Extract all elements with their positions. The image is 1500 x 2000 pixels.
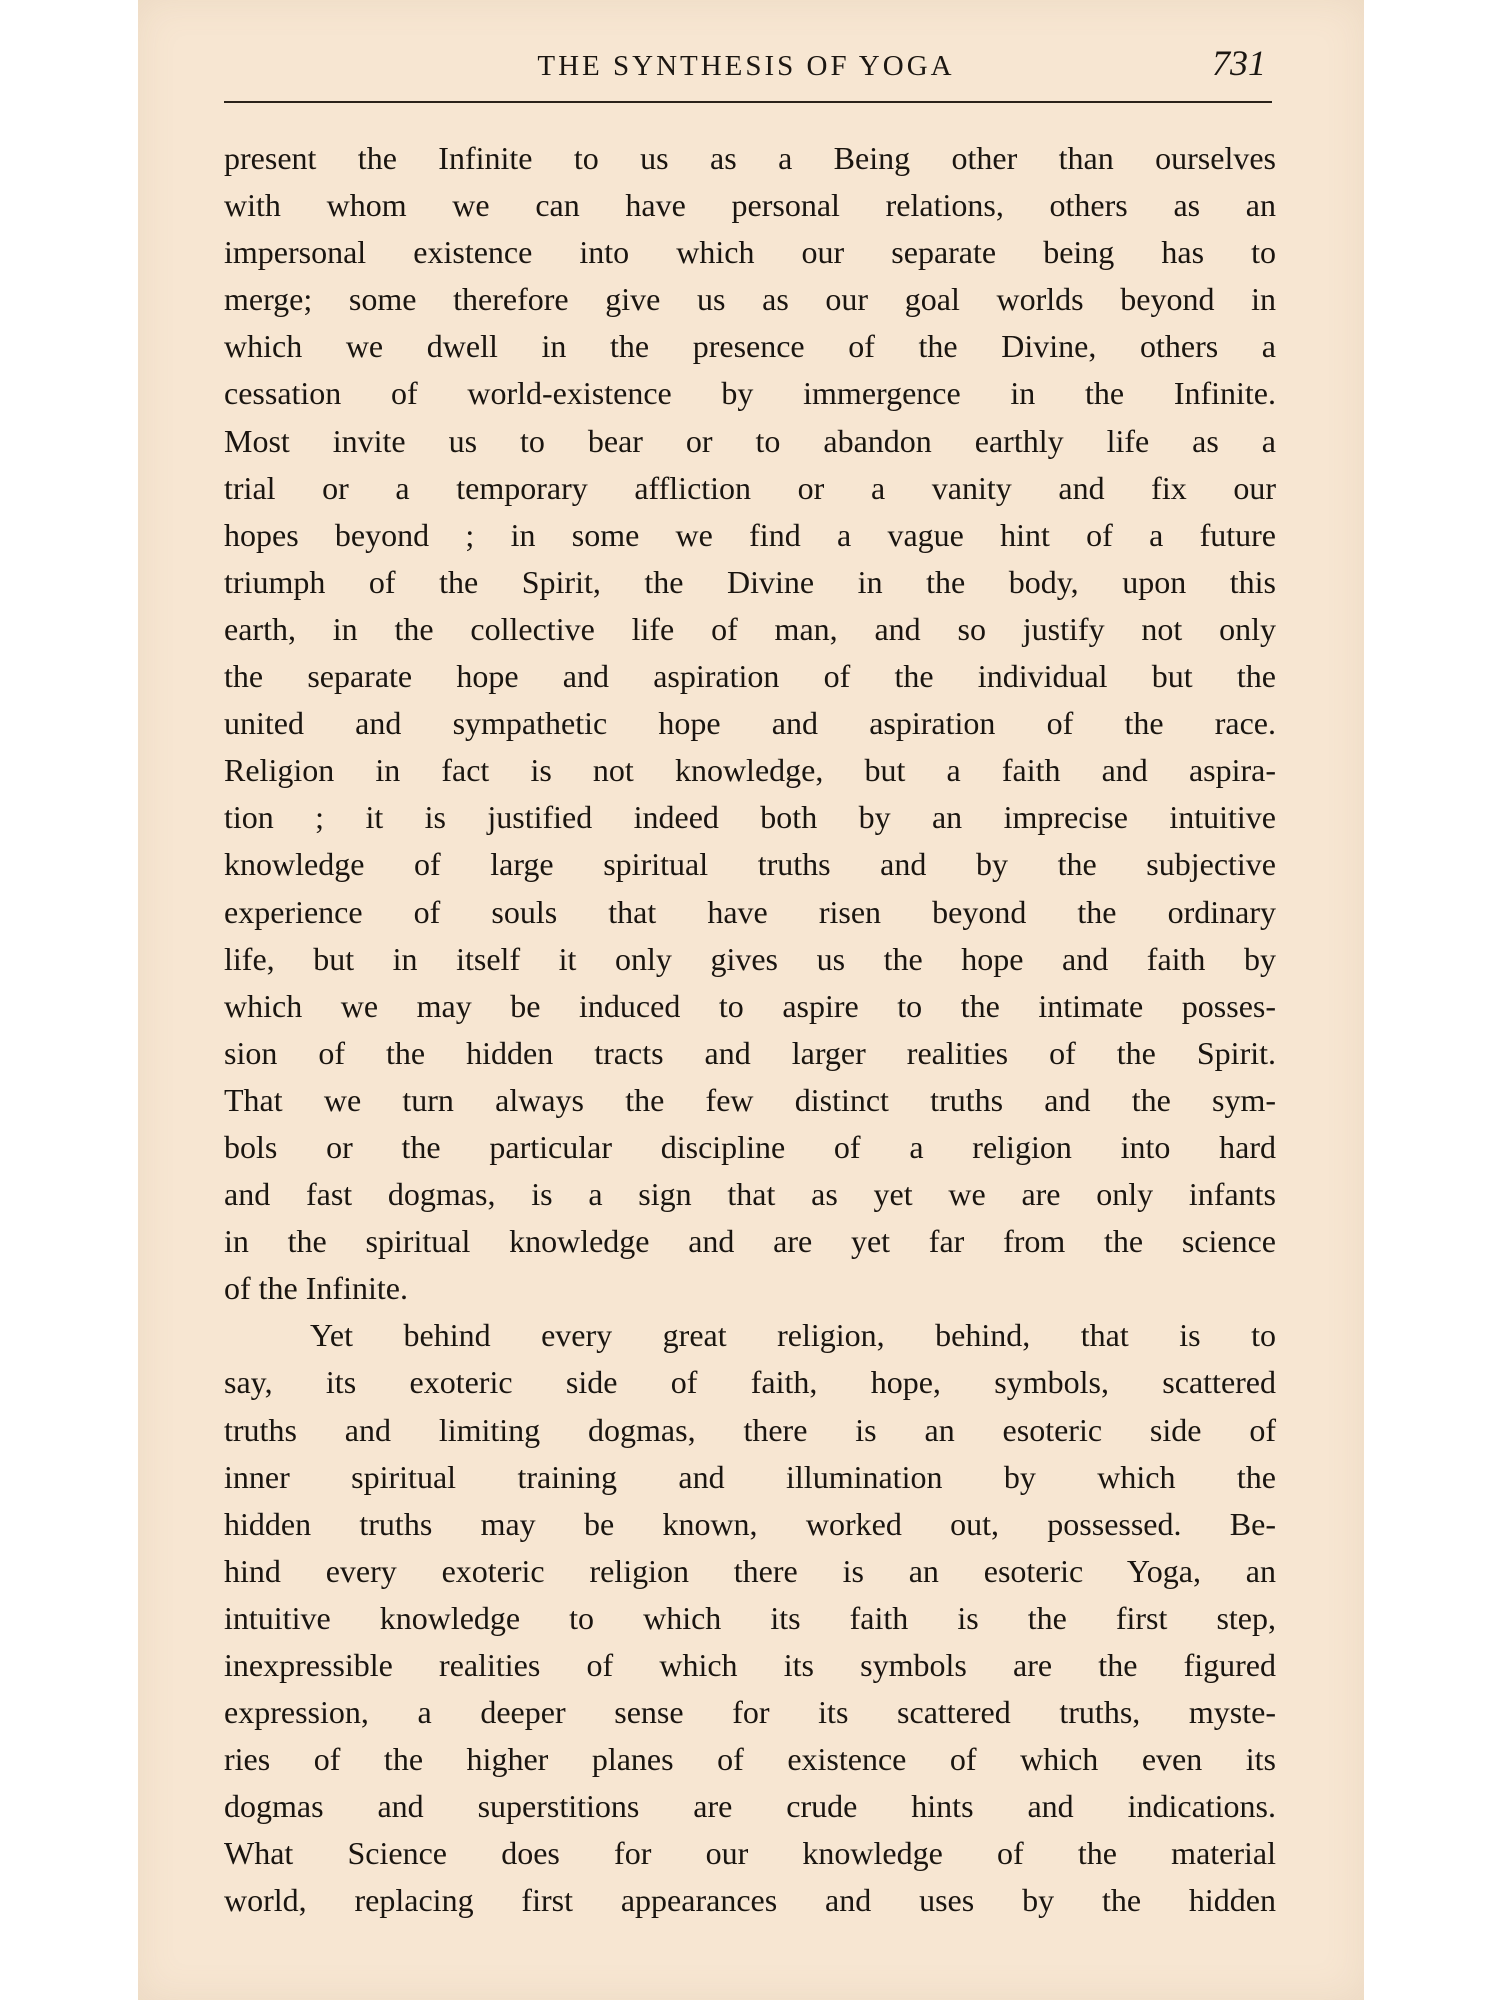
text-line: of the Infinite. [224, 1270, 408, 1307]
text-line: Most invite us to bear or to abandon earthly life as a [224, 422, 1276, 459]
text-line: in the spiritual knowledge and are yet far from the science [224, 1223, 1276, 1260]
text-line: That we turn always the few distinct truths and the sym- [224, 1081, 1276, 1118]
text-line: cessation of world-existence by immergence in the Infinite. [224, 375, 1276, 412]
text-line: experience of souls that have risen beyond the ordinary [224, 893, 1276, 930]
text-line: ries of the higher planes of existence of which even its [224, 1741, 1276, 1778]
header-rule [224, 101, 1272, 103]
text-line: tion ; it is justified indeed both by an imprecise intuitive [224, 799, 1276, 836]
text-line: merge; some therefore give us as our goal worlds beyond in [224, 281, 1276, 318]
text-line: present the Infinite to us as a Being other than ourselves [224, 140, 1276, 176]
text-line: Religion in fact is not knowledge, but a faith and aspira- [224, 752, 1276, 789]
paragraph-1 [224, 135, 1276, 1312]
text-line: with whom we can have personal relations, others as an [224, 187, 1276, 224]
text-line: triumph of the Spirit, the Divine in the body, upon this [224, 563, 1276, 600]
text-line: sion of the hidden tracts and larger realities of the Spirit. [224, 1034, 1276, 1071]
text-line: hind every exoteric religion there is an esoteric Yoga, an [224, 1552, 1276, 1589]
text-line: the separate hope and aspiration of the individual but the [224, 658, 1276, 695]
paragraph-2 [224, 1312, 1276, 1924]
text-line: intuitive knowledge to which its faith is the first step, [224, 1599, 1276, 1636]
text-line: trial or a temporary affliction or a vanity and fix our [224, 469, 1276, 506]
running-head [226, 42, 1266, 102]
text-line: hopes beyond ; in some we find a vague hint of a future [224, 516, 1276, 553]
text-line: bols or the particular discipline of a religion into hard [224, 1128, 1276, 1165]
running-head-title: THE SYNTHESIS OF YOGA [537, 50, 955, 82]
body-text [224, 135, 1276, 1925]
text-line: expression, a deeper sense for its scattered truths, myste- [224, 1694, 1276, 1731]
text-line: Yet behind every great religion, behind, that is to [310, 1317, 1276, 1354]
text-line: knowledge of large spiritual truths and by the subjective [224, 846, 1276, 883]
text-line: say, its exoteric side of faith, hope, symbols, scattered [224, 1364, 1276, 1401]
text-line: inner spiritual training and illumination by which the [224, 1458, 1276, 1495]
text-line: inexpressible realities of which its symbols are the figured [224, 1647, 1276, 1683]
page-number: 731 [1212, 43, 1266, 83]
text-line: and fast dogmas, is a sign that as yet we are only infants [224, 1176, 1276, 1213]
text-line: impersonal existence into which our separate being has to [224, 234, 1276, 271]
text-line: dogmas and superstitions are crude hints and indications. [224, 1788, 1276, 1825]
text-line: which we may be induced to aspire to the intimate posses- [224, 987, 1276, 1024]
text-line: hidden truths may be known, worked out, possessed. Be- [224, 1505, 1276, 1542]
text-line: truths and limiting dogmas, there is an esoteric side of [224, 1411, 1276, 1448]
text-line: which we dwell in the presence of the Divine, others a [224, 328, 1276, 365]
text-line: world, replacing first appearances and uses by the hidden [224, 1882, 1276, 1919]
book-page [138, 0, 1364, 2000]
text-line: united and sympathetic hope and aspiration of the race. [224, 705, 1276, 742]
text-line: life, but in itself it only gives us the hope and faith by [224, 940, 1276, 977]
text-line: What Science does for our knowledge of the material [224, 1835, 1276, 1872]
text-line: earth, in the collective life of man, and so justify not only [224, 610, 1276, 647]
